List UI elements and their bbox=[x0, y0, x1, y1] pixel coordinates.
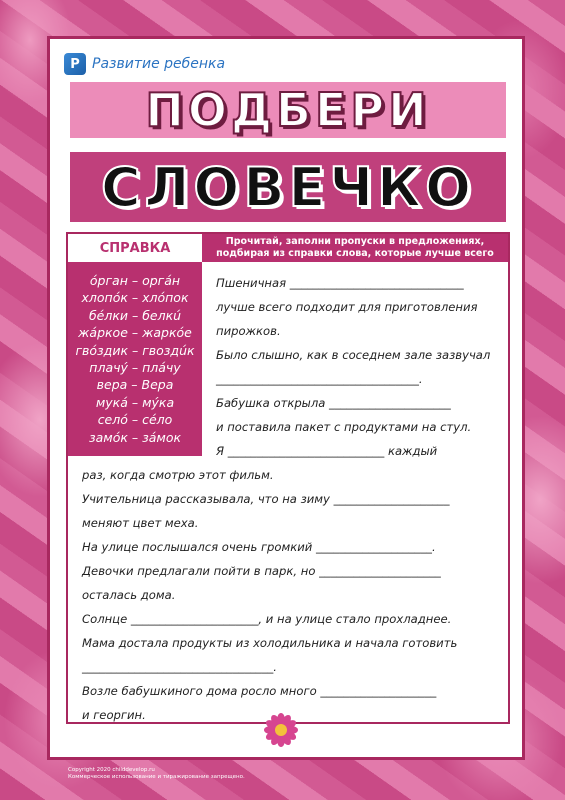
reference-item: мукá – мýка bbox=[95, 394, 175, 410]
reference-item: плачý – плáчу bbox=[89, 359, 181, 375]
instruction-text: Прочитай, заполни пропуски в предложениях, подбирая из справки слова, которые лучше всего подходят по смыслу. bbox=[202, 234, 508, 262]
usage-notice: Коммерческое использование и тиражирование запрещено. bbox=[68, 774, 245, 780]
reference-header: СПРАВКА bbox=[68, 234, 202, 262]
sentence-line: Девочки предлагали пойти в парк, но _____________________ bbox=[82, 564, 441, 578]
reference-item: замóк – зáмок bbox=[88, 429, 182, 445]
title-line-2: СЛОВЕЧКО bbox=[100, 155, 476, 219]
sentence-line: Бабушка открыла _____________________ bbox=[216, 396, 451, 410]
title-line-1: ПОДБЕРИ bbox=[145, 83, 431, 137]
sentence-line: и поставила пакет с продуктами на стул. bbox=[216, 420, 472, 434]
logo-icon: Р bbox=[64, 53, 86, 75]
exercise-area bbox=[66, 232, 510, 724]
title-band-2 bbox=[70, 152, 506, 222]
sentence-line: Возле бабушкиного дома росло много ____________________ bbox=[82, 684, 437, 698]
flower-icon bbox=[264, 713, 298, 747]
sentence-line: Пшеничная ______________________________ bbox=[216, 276, 464, 290]
reference-item: хлопóк – хлóпок bbox=[81, 290, 189, 306]
sentence-line: Учительница рассказывала, что на зиму ____________________ bbox=[82, 492, 450, 506]
brand-name: Развитие ребенка bbox=[92, 56, 226, 72]
reference-item: жáркое – жаркóе bbox=[78, 325, 192, 341]
reference-box bbox=[68, 262, 202, 456]
brand-logo[interactable] bbox=[64, 51, 225, 77]
reference-item: бéлки – белкú bbox=[88, 307, 182, 323]
sentence-line: Мама достала продукты из холодильника и начала готовить bbox=[82, 636, 458, 650]
copyright-footer bbox=[68, 767, 468, 781]
worksheet bbox=[47, 36, 525, 760]
sentence-line: На улице послышался очень громкий ____________________. bbox=[82, 540, 436, 554]
sentence-line: Солнце ______________________, и на улице стало прохладнее. bbox=[82, 612, 452, 626]
sentence-line: ___________________________________. bbox=[216, 372, 423, 386]
title-band-1 bbox=[70, 82, 506, 138]
sentence-line: раз, когда смотрю этот фильм. bbox=[82, 468, 274, 482]
sentence-line: лучше всего подходит для приготовления bbox=[216, 300, 478, 314]
reference-item: óрган – оргáн bbox=[89, 273, 181, 288]
reference-item: вера – Вера bbox=[96, 377, 174, 393]
sentence-line: Я ___________________________ каждый bbox=[216, 444, 438, 458]
sentence-line: осталась дома. bbox=[82, 588, 176, 602]
reference-item: селó – сéло bbox=[97, 412, 173, 428]
sentence-line: меняют цвет меха. bbox=[82, 516, 199, 530]
sentence-line: Было слышно, как в соседнем зале зазвучал bbox=[216, 348, 491, 362]
reference-item: гвóздик – гвоздúк bbox=[75, 342, 195, 358]
sentence-line: пирожков. bbox=[216, 324, 281, 338]
copyright-line[interactable]: Copyright 2020 childdevelop.ru bbox=[68, 767, 155, 773]
sentence-line: _________________________________. bbox=[82, 660, 277, 674]
sentence-line: и георгин. bbox=[82, 708, 146, 722]
